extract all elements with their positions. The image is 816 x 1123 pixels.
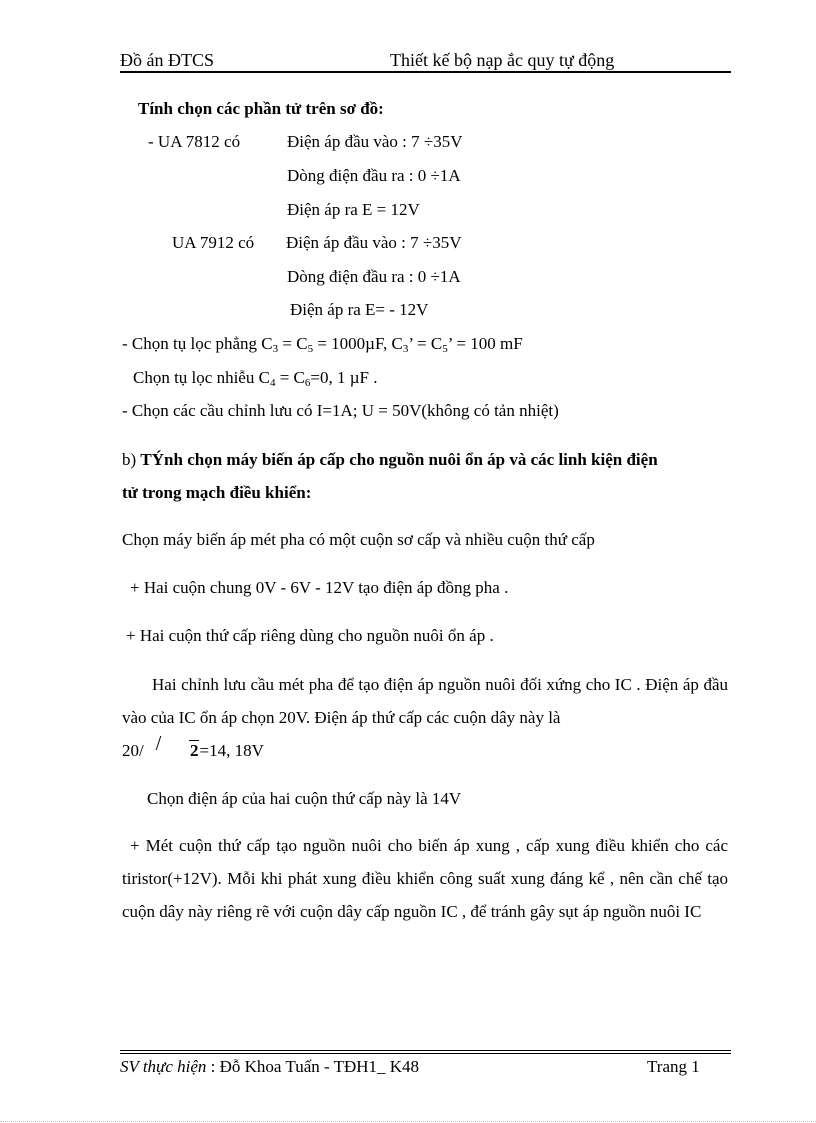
ua7912-line3: Điện áp ra E= - 12V	[290, 300, 429, 319]
ua7812-line1: Điện áp đầu vào : 7 ÷35V	[287, 132, 463, 151]
footer-author: SV thực hiện : Đỗ Khoa Tuấn - TĐH1_ K48	[120, 1057, 420, 1076]
filter-capacitor-line: - Chọn tụ lọc phẳng $C_3 = C_5 = 1000\mu F$, $C_3$’ = $C_5$’ = 100 mF	[122, 334, 523, 355]
part-b-heading-line2: tử trong mạch điều khiển:	[122, 483, 312, 502]
header-rule	[120, 71, 731, 73]
ua7812-line3: Điện áp ra E = 12V	[287, 200, 420, 219]
paragraph-separate-windings: + Hai cuộn thứ cấp riêng dùng cho nguồn nuôi ổn áp .	[126, 626, 494, 645]
page-bottom-border	[0, 1121, 816, 1122]
header-left: Đồ án ĐTCS	[120, 50, 214, 70]
paragraph-chosen-voltage: Chọn điện áp của hai cuộn thứ cấp này là 14V	[147, 789, 462, 808]
section-title: Tính chọn các phần tử trên sơ đồ:	[138, 99, 384, 118]
square-root-symbol: 2	[150, 734, 200, 767]
paragraph-pulse-winding: + Mét cuộn thứ cấp tạo nguồn nuôi cho biến áp xung , cấp xung điều khiển cho các tiristor(+12V). Mỗi khi phát xung điều khiển công suất xung đáng kể , nên cần chế tạo cuộn dây này riêng rẽ với cuộn dây cấp nguồn IC , để tránh gây sụt áp nguồn nuôi IC	[122, 836, 728, 921]
ua7812-line2: Dòng điện đầu ra : 0 ÷1A	[287, 166, 461, 185]
part-b-heading-line1: b) TÝnh chọn máy biến áp cấp cho nguồn nuôi ổn áp và các linh kiện điện	[122, 450, 658, 469]
footer-rule-bottom	[120, 1053, 731, 1054]
voltage-formula: 20/ 2=14, 18V	[122, 741, 264, 760]
ua7812-label: - UA 7812 có	[148, 132, 241, 151]
header-right: Thiết kế bộ nạp ắc quy tự động	[390, 50, 615, 70]
footer-rule-top	[120, 1050, 731, 1051]
paragraph-transformer: Chọn máy biến áp mét pha có một cuộn sơ cấp và nhiều cuộn thứ cấp	[122, 530, 595, 549]
paragraph-common-windings: + Hai cuộn chung 0V - 6V - 12V tạo điện áp đồng pha .	[130, 578, 509, 597]
paragraph-bridge-rectifiers: Hai chỉnh lưu cầu mét pha để tạo điện áp nguồn nuôi đối xứng cho IC . Điện áp đầu vào của IC ổn áp chọn 20V. Điện áp thứ cấp các cuộn dây này là 20/ 2=14, 18V	[122, 668, 728, 767]
footer-page-number: Trang 1	[647, 1057, 700, 1076]
ua7912-line2: Dòng điện đầu ra : 0 ÷1A	[287, 267, 461, 286]
bridge-rectifier-line: - Chọn các cầu chỉnh lưu có I=1A; U = 50V(không có tản nhiệt)	[122, 401, 559, 420]
noise-capacitor-line: Chọn tụ lọc nhiễu $C_4 = C_6=0$, 1 µF .	[133, 368, 378, 389]
ua7912-line1: Điện áp đầu vào : 7 ÷35V	[286, 233, 462, 252]
ua7912-label: UA 7912 có	[172, 233, 255, 252]
